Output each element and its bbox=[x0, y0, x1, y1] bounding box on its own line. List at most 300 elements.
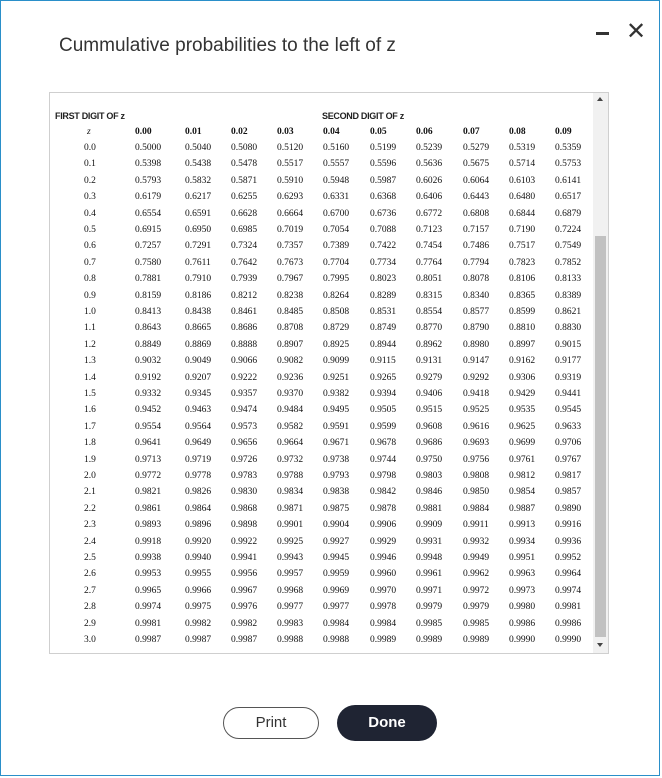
probability-cell: 0.9986 bbox=[509, 618, 536, 629]
probability-cell: 0.9904 bbox=[323, 520, 350, 531]
z-value-cell: 0.1 bbox=[84, 159, 96, 170]
probability-cell: 0.9834 bbox=[277, 487, 304, 498]
probability-cell: 0.8508 bbox=[323, 307, 350, 317]
probability-cell: 0.9066 bbox=[231, 356, 258, 367]
scroll-down-arrow-icon[interactable] bbox=[597, 643, 603, 647]
probability-cell: 0.6591 bbox=[185, 208, 212, 219]
table-row bbox=[50, 323, 593, 339]
table-row bbox=[50, 471, 593, 487]
probability-cell: 0.9916 bbox=[555, 520, 582, 531]
probability-cell: 0.5438 bbox=[185, 159, 212, 170]
z-value-cell: 2.0 bbox=[84, 471, 96, 481]
probability-cell: 0.9956 bbox=[231, 569, 258, 580]
probability-cell: 0.9699 bbox=[509, 438, 536, 449]
probability-cell: 0.9963 bbox=[509, 569, 536, 580]
probability-cell: 0.9913 bbox=[509, 520, 536, 531]
scrollbar-thumb[interactable] bbox=[595, 236, 606, 637]
table-row bbox=[50, 504, 593, 520]
scroll-up-arrow-icon[interactable] bbox=[597, 97, 603, 101]
probability-cell: 0.7910 bbox=[185, 274, 212, 285]
probability-cell: 0.8944 bbox=[370, 339, 397, 350]
probability-cell: 0.7642 bbox=[231, 257, 258, 268]
z-value-cell: 2.2 bbox=[84, 503, 96, 514]
probability-cell: 0.8810 bbox=[509, 323, 536, 334]
probability-cell: 0.8708 bbox=[277, 323, 304, 334]
probability-cell: 0.9599 bbox=[370, 421, 397, 432]
probability-cell: 0.7190 bbox=[509, 225, 536, 235]
probability-cell: 0.8849 bbox=[135, 339, 162, 350]
table-row bbox=[50, 619, 593, 635]
probability-cell: 0.9649 bbox=[185, 438, 212, 449]
probability-cell: 0.9898 bbox=[231, 520, 258, 531]
probability-cell: 0.9949 bbox=[463, 553, 490, 563]
probability-cell: 0.8770 bbox=[416, 323, 443, 334]
probability-cell: 0.7291 bbox=[185, 241, 212, 252]
probability-cell: 0.7422 bbox=[370, 241, 397, 252]
probability-cell: 0.9941 bbox=[231, 553, 258, 563]
z-value-cell: 0.6 bbox=[84, 241, 96, 252]
z-value-cell: 0.2 bbox=[84, 175, 96, 186]
probability-cell: 0.9906 bbox=[370, 520, 397, 531]
table-row bbox=[50, 422, 593, 438]
probability-cell: 0.9969 bbox=[323, 585, 350, 596]
probability-cell: 0.5279 bbox=[463, 143, 490, 153]
z-value-cell: 2.9 bbox=[84, 618, 96, 629]
probability-cell: 0.7486 bbox=[463, 241, 490, 252]
probability-cell: 0.9911 bbox=[463, 520, 489, 531]
probability-cell: 0.9929 bbox=[370, 536, 397, 547]
probability-cell: 0.6736 bbox=[370, 208, 397, 219]
probability-cell: 0.5793 bbox=[135, 175, 162, 186]
table-row bbox=[50, 307, 593, 323]
probability-cell: 0.9953 bbox=[135, 569, 162, 580]
minimize-icon[interactable] bbox=[596, 32, 609, 35]
print-button[interactable]: Print bbox=[223, 707, 319, 739]
probability-cell: 0.6985 bbox=[231, 225, 258, 235]
probability-cell: 0.7517 bbox=[509, 241, 536, 252]
probability-cell: 0.9838 bbox=[323, 487, 350, 498]
probability-cell: 0.6915 bbox=[135, 225, 162, 235]
probability-cell: 0.8997 bbox=[509, 339, 536, 350]
probability-cell: 0.8531 bbox=[370, 307, 397, 317]
z-value-cell: 0.3 bbox=[84, 192, 96, 203]
probability-cell: 0.9812 bbox=[509, 471, 536, 481]
probability-cell: 0.9952 bbox=[555, 553, 582, 563]
column-header: 0.01 bbox=[185, 127, 202, 137]
probability-cell: 0.8621 bbox=[555, 307, 582, 317]
table-row bbox=[50, 553, 593, 569]
table-row bbox=[50, 225, 593, 241]
z-value-cell: 1.8 bbox=[84, 438, 96, 449]
probability-cell: 0.9983 bbox=[277, 618, 304, 629]
probability-cell: 0.9984 bbox=[323, 618, 350, 629]
table-row bbox=[50, 405, 593, 421]
probability-cell: 0.9357 bbox=[231, 389, 258, 399]
probability-cell: 0.9984 bbox=[370, 618, 397, 629]
probability-cell: 0.9896 bbox=[185, 520, 212, 531]
probability-cell: 0.8790 bbox=[463, 323, 490, 334]
probability-cell: 0.9977 bbox=[277, 602, 304, 613]
z-value-cell: 2.3 bbox=[84, 520, 96, 531]
probability-cell: 0.9951 bbox=[509, 553, 536, 563]
z-value-cell: 2.5 bbox=[84, 553, 96, 563]
probability-cell: 0.9920 bbox=[185, 536, 212, 547]
table-row bbox=[50, 192, 593, 208]
table-row bbox=[50, 537, 593, 553]
probability-cell: 0.8023 bbox=[370, 274, 397, 285]
probability-cell: 0.9962 bbox=[463, 569, 490, 580]
probability-cell: 0.9726 bbox=[231, 454, 258, 465]
probability-cell: 0.9495 bbox=[323, 405, 350, 416]
probability-cell: 0.9783 bbox=[231, 471, 258, 481]
probability-cell: 0.9429 bbox=[509, 389, 536, 399]
probability-cell: 0.9970 bbox=[370, 585, 397, 596]
probability-cell: 0.7088 bbox=[370, 225, 397, 235]
probability-cell: 0.6141 bbox=[555, 175, 582, 186]
probability-cell: 0.8315 bbox=[416, 290, 443, 301]
probability-cell: 0.8212 bbox=[231, 290, 258, 301]
probability-cell: 0.9974 bbox=[555, 585, 582, 596]
probability-cell: 0.7054 bbox=[323, 225, 350, 235]
probability-cell: 0.9394 bbox=[370, 389, 397, 399]
probability-cell: 0.9693 bbox=[463, 438, 490, 449]
probability-cell: 0.9793 bbox=[323, 471, 350, 481]
probability-cell: 0.7389 bbox=[323, 241, 350, 252]
probability-cell: 0.9990 bbox=[509, 635, 536, 645]
probability-cell: 0.5199 bbox=[370, 143, 397, 153]
probability-cell: 0.9582 bbox=[277, 421, 304, 432]
probability-cell: 0.9177 bbox=[555, 356, 582, 367]
probability-cell: 0.9616 bbox=[463, 421, 490, 432]
probability-cell: 0.9798 bbox=[370, 471, 397, 481]
probability-cell: 0.8051 bbox=[416, 274, 443, 285]
probability-cell: 0.7580 bbox=[135, 257, 162, 268]
probability-cell: 0.9319 bbox=[555, 372, 582, 383]
probability-cell: 0.6664 bbox=[277, 208, 304, 219]
probability-cell: 0.7764 bbox=[416, 257, 443, 268]
probability-cell: 0.9279 bbox=[416, 372, 443, 383]
probability-cell: 0.5517 bbox=[277, 159, 304, 170]
probability-cell: 0.9989 bbox=[370, 635, 397, 645]
probability-cell: 0.9713 bbox=[135, 454, 162, 465]
probability-cell: 0.9938 bbox=[135, 553, 162, 563]
table-row bbox=[50, 438, 593, 454]
column-header: 0.03 bbox=[277, 127, 294, 137]
probability-cell: 0.9265 bbox=[370, 372, 397, 383]
probability-cell: 0.9971 bbox=[416, 585, 443, 596]
table-row bbox=[50, 569, 593, 585]
probability-cell: 0.9525 bbox=[463, 405, 490, 416]
probability-cell: 0.8289 bbox=[370, 290, 397, 301]
probability-cell: 0.9826 bbox=[185, 487, 212, 498]
table-row bbox=[50, 176, 593, 192]
probability-cell: 0.5319 bbox=[509, 143, 536, 153]
probability-cell: 0.9591 bbox=[323, 421, 350, 432]
probability-cell: 0.5398 bbox=[135, 159, 162, 170]
probability-cell: 0.6443 bbox=[463, 192, 490, 203]
probability-cell: 0.7939 bbox=[231, 274, 258, 285]
probability-cell: 0.9988 bbox=[323, 635, 350, 645]
z-value-cell: 1.2 bbox=[84, 339, 96, 350]
probability-cell: 0.5948 bbox=[323, 175, 350, 186]
probability-cell: 0.9778 bbox=[185, 471, 212, 481]
probability-cell: 0.9878 bbox=[370, 503, 397, 514]
probability-cell: 0.9960 bbox=[370, 569, 397, 580]
probability-cell: 0.9418 bbox=[463, 389, 490, 399]
probability-cell: 0.9803 bbox=[416, 471, 443, 481]
probability-cell: 0.9744 bbox=[370, 454, 397, 465]
table-row bbox=[50, 258, 593, 274]
probability-cell: 0.5910 bbox=[277, 175, 304, 186]
probability-cell: 0.9292 bbox=[463, 372, 490, 383]
probability-cell: 0.7357 bbox=[277, 241, 304, 252]
table-row bbox=[50, 520, 593, 536]
probability-cell: 0.5478 bbox=[231, 159, 258, 170]
probability-cell: 0.8159 bbox=[135, 290, 162, 301]
probability-cell: 0.9505 bbox=[370, 405, 397, 416]
probability-cell: 0.9975 bbox=[185, 602, 212, 613]
probability-cell: 0.7324 bbox=[231, 241, 258, 252]
probability-cell: 0.9884 bbox=[463, 503, 490, 514]
probability-cell: 0.9972 bbox=[463, 585, 490, 596]
probability-cell: 0.9115 bbox=[370, 356, 396, 367]
probability-cell: 0.7019 bbox=[277, 225, 304, 235]
probability-cell: 0.9656 bbox=[231, 438, 258, 449]
probability-cell: 0.9967 bbox=[231, 585, 258, 596]
z-value-cell: 1.3 bbox=[84, 356, 96, 367]
probability-cell: 0.9961 bbox=[416, 569, 443, 580]
probability-cell: 0.9738 bbox=[323, 454, 350, 465]
z-value-cell: 1.1 bbox=[84, 323, 96, 334]
z-value-cell: 0.4 bbox=[84, 208, 96, 219]
table-row bbox=[50, 373, 593, 389]
table-row bbox=[50, 455, 593, 471]
probability-cell: 0.9945 bbox=[323, 553, 350, 563]
probability-cell: 0.9948 bbox=[416, 553, 443, 563]
table-row bbox=[50, 209, 593, 225]
probability-cell: 0.8106 bbox=[509, 274, 536, 285]
probability-cell: 0.5714 bbox=[509, 159, 536, 170]
probability-cell: 0.8413 bbox=[135, 307, 162, 317]
probability-cell: 0.9463 bbox=[185, 405, 212, 416]
probability-cell: 0.9706 bbox=[555, 438, 582, 449]
probability-cell: 0.6554 bbox=[135, 208, 162, 219]
probability-cell: 0.9625 bbox=[509, 421, 536, 432]
probability-cell: 0.6026 bbox=[416, 175, 443, 186]
probability-cell: 0.8485 bbox=[277, 307, 304, 317]
probability-cell: 0.9990 bbox=[555, 635, 582, 645]
probability-cell: 0.9484 bbox=[277, 405, 304, 416]
probability-cell: 0.5871 bbox=[231, 175, 258, 186]
probability-cell: 0.5675 bbox=[463, 159, 490, 170]
z-value-cell: 2.6 bbox=[84, 569, 96, 580]
probability-cell: 0.8925 bbox=[323, 339, 350, 350]
close-icon[interactable]: ✕ bbox=[625, 18, 647, 45]
probability-cell: 0.7123 bbox=[416, 225, 443, 235]
table-row bbox=[50, 389, 593, 405]
probability-cell: 0.9909 bbox=[416, 520, 443, 531]
probability-cell: 0.7673 bbox=[277, 257, 304, 268]
probability-cell: 0.6808 bbox=[463, 208, 490, 219]
probability-cell: 0.9968 bbox=[277, 585, 304, 596]
z-value-cell: 2.8 bbox=[84, 602, 96, 613]
probability-cell: 0.9931 bbox=[416, 536, 443, 547]
probability-cell: 0.9946 bbox=[370, 553, 397, 563]
probability-cell: 0.9732 bbox=[277, 454, 304, 465]
probability-table-frame bbox=[49, 92, 609, 654]
probability-cell: 0.5160 bbox=[323, 143, 350, 153]
probability-cell: 0.7734 bbox=[370, 257, 397, 268]
probability-cell: 0.5359 bbox=[555, 143, 582, 153]
probability-cell: 0.6331 bbox=[323, 192, 350, 203]
probability-cell: 0.7881 bbox=[135, 274, 162, 285]
probability-cell: 0.8869 bbox=[185, 339, 212, 350]
probability-cell: 0.8340 bbox=[463, 290, 490, 301]
table-row bbox=[50, 143, 593, 159]
probability-cell: 0.9887 bbox=[509, 503, 536, 514]
probability-cell: 0.9382 bbox=[323, 389, 350, 399]
probability-cell: 0.8599 bbox=[509, 307, 536, 317]
probability-cell: 0.5040 bbox=[185, 143, 212, 153]
probability-cell: 0.8238 bbox=[277, 290, 304, 301]
probability-cell: 0.9959 bbox=[323, 569, 350, 580]
probability-cell: 0.9881 bbox=[416, 503, 443, 514]
probability-cell: 0.9861 bbox=[135, 503, 162, 514]
z-value-cell: 1.4 bbox=[84, 372, 96, 383]
probability-cell: 0.9641 bbox=[135, 438, 162, 449]
probability-cell: 0.9868 bbox=[231, 503, 258, 514]
probability-cell: 0.9772 bbox=[135, 471, 162, 481]
probability-cell: 0.5832 bbox=[185, 175, 212, 186]
probability-cell: 0.8729 bbox=[323, 323, 350, 334]
column-header: 0.07 bbox=[463, 127, 480, 137]
probability-cell: 0.6406 bbox=[416, 192, 443, 203]
probability-cell: 0.9981 bbox=[555, 602, 582, 613]
probability-cell: 0.9573 bbox=[231, 421, 258, 432]
probability-cell: 0.7967 bbox=[277, 274, 304, 285]
probability-cell: 0.9864 bbox=[185, 503, 212, 514]
probability-cell: 0.9989 bbox=[463, 635, 490, 645]
probability-cell: 0.8907 bbox=[277, 339, 304, 350]
probability-cell: 0.9332 bbox=[135, 389, 162, 399]
probability-cell: 0.9719 bbox=[185, 454, 212, 465]
probability-cell: 0.6700 bbox=[323, 208, 350, 219]
probability-cell: 0.9564 bbox=[185, 421, 212, 432]
probability-cell: 0.8749 bbox=[370, 323, 397, 334]
probability-cell: 0.9554 bbox=[135, 421, 162, 432]
probability-cell: 0.9901 bbox=[277, 520, 304, 531]
z-value-cell: 2.1 bbox=[84, 487, 96, 498]
probability-cell: 0.9345 bbox=[185, 389, 212, 399]
column-header: 0.05 bbox=[370, 127, 387, 137]
z-value-cell: 2.7 bbox=[84, 585, 96, 596]
z-value-cell: 2.4 bbox=[84, 536, 96, 547]
probability-cell: 0.9982 bbox=[185, 618, 212, 629]
probability-cell: 0.9251 bbox=[323, 372, 350, 383]
probability-cell: 0.9515 bbox=[416, 405, 443, 416]
probability-cell: 0.9788 bbox=[277, 471, 304, 481]
probability-cell: 0.6772 bbox=[416, 208, 443, 219]
column-header: 0.09 bbox=[555, 127, 572, 137]
probability-cell: 0.8830 bbox=[555, 323, 582, 334]
table-row bbox=[50, 241, 593, 257]
probability-cell: 0.9875 bbox=[323, 503, 350, 514]
probability-cell: 0.7995 bbox=[323, 274, 350, 285]
probability-cell: 0.6064 bbox=[463, 175, 490, 186]
probability-cell: 0.9893 bbox=[135, 520, 162, 531]
probability-cell: 0.9846 bbox=[416, 487, 443, 498]
column-header: 0.04 bbox=[323, 127, 340, 137]
probability-cell: 0.8438 bbox=[185, 307, 212, 317]
probability-table bbox=[50, 93, 593, 653]
table-row bbox=[50, 356, 593, 372]
probability-cell: 0.6103 bbox=[509, 175, 536, 186]
probability-cell: 0.9988 bbox=[277, 635, 304, 645]
probability-cell: 0.9932 bbox=[463, 536, 490, 547]
probability-cell: 0.6368 bbox=[370, 192, 397, 203]
probability-cell: 0.9940 bbox=[185, 553, 212, 563]
probability-cell: 0.6844 bbox=[509, 208, 536, 219]
probability-cell: 0.9756 bbox=[463, 454, 490, 465]
table-row bbox=[50, 635, 593, 651]
probability-cell: 0.5596 bbox=[370, 159, 397, 170]
probability-cell: 0.8643 bbox=[135, 323, 162, 334]
probability-cell: 0.9032 bbox=[135, 356, 162, 367]
table-row bbox=[50, 586, 593, 602]
probability-cell: 0.9236 bbox=[277, 372, 304, 383]
probability-cell: 0.9015 bbox=[555, 339, 582, 350]
probability-cell: 0.9664 bbox=[277, 438, 304, 449]
probability-cell: 0.9857 bbox=[555, 487, 582, 498]
probability-cell: 0.6517 bbox=[555, 192, 582, 203]
probability-cell: 0.9545 bbox=[555, 405, 582, 416]
z-value-cell: 0.8 bbox=[84, 274, 96, 285]
probability-cell: 0.9441 bbox=[555, 389, 582, 399]
probability-cell: 0.5753 bbox=[555, 159, 582, 170]
probability-cell: 0.9936 bbox=[555, 536, 582, 547]
probability-cell: 0.8980 bbox=[463, 339, 490, 350]
probability-cell: 0.9821 bbox=[135, 487, 162, 498]
vertical-scrollbar[interactable] bbox=[593, 93, 608, 653]
probability-cell: 0.6179 bbox=[135, 192, 162, 203]
second-digit-header: SECOND DIGIT OF z bbox=[322, 111, 404, 121]
probability-cell: 0.9974 bbox=[135, 602, 162, 613]
done-button[interactable]: Done bbox=[337, 705, 437, 741]
probability-cell: 0.8577 bbox=[463, 307, 490, 317]
probability-cell: 0.9977 bbox=[323, 602, 350, 613]
probability-cell: 0.9987 bbox=[231, 635, 258, 645]
probability-cell: 0.6480 bbox=[509, 192, 536, 203]
probability-cell: 0.9633 bbox=[555, 421, 582, 432]
probability-cell: 0.9842 bbox=[370, 487, 397, 498]
probability-cell: 0.5000 bbox=[135, 143, 162, 153]
probability-cell: 0.9474 bbox=[231, 405, 258, 416]
probability-cell: 0.9918 bbox=[135, 536, 162, 547]
probability-cell: 0.8186 bbox=[185, 290, 212, 301]
probability-cell: 0.7224 bbox=[555, 225, 582, 235]
probability-cell: 0.9192 bbox=[135, 372, 162, 383]
probability-cell: 0.9750 bbox=[416, 454, 443, 465]
z-value-cell: 0.0 bbox=[84, 143, 96, 153]
probability-cell: 0.9987 bbox=[185, 635, 212, 645]
probability-cell: 0.5239 bbox=[416, 143, 443, 153]
probability-cell: 0.9306 bbox=[509, 372, 536, 383]
probability-cell: 0.9207 bbox=[185, 372, 212, 383]
probability-cell: 0.9871 bbox=[277, 503, 304, 514]
probability-cell: 0.9985 bbox=[463, 618, 490, 629]
probability-cell: 0.9979 bbox=[463, 602, 490, 613]
first-digit-header: FIRST DIGIT OF z bbox=[55, 111, 125, 121]
